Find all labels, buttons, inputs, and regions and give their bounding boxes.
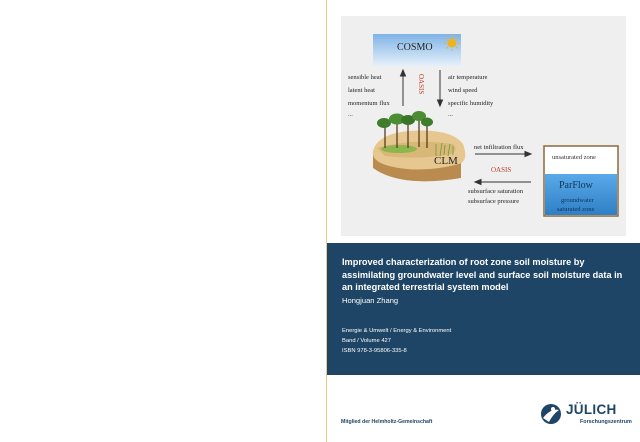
book-author: Hongjuan Zhang: [342, 296, 399, 305]
coupling-diagram: [341, 16, 626, 236]
saturated-zone-label: saturated zone: [557, 206, 595, 213]
infiltration-arrowhead: [525, 152, 531, 157]
var-wind-speed: wind speed: [448, 87, 478, 94]
isbn: ISBN 978-3-95806-335-8: [342, 348, 407, 354]
flux-latent-heat: latent heat: [348, 87, 375, 94]
flux-momentum: momentum flux: [348, 100, 390, 107]
parflow-label: ParFlow: [559, 180, 593, 191]
subsurface-pressure-label: subsurface pressure: [468, 198, 520, 205]
var-specific-humidity: specific humidity: [448, 100, 494, 107]
juelich-subtitle: Forschungszentrum: [580, 419, 632, 425]
var-ellipsis: ...: [448, 111, 453, 118]
net-infiltration-label: net infiltration flux: [474, 144, 524, 151]
subsurface-saturation-label: subsurface saturation: [468, 188, 524, 195]
title-panel: [327, 243, 640, 375]
downward-arrowhead: [438, 100, 443, 106]
series-name: Energie & Umwelt / Energy & Environment: [342, 328, 452, 334]
upward-arrowhead: [401, 70, 406, 76]
series-volume: Band / Volume 427: [342, 338, 391, 344]
groundwater-label: groundwater: [561, 197, 594, 204]
oasis-horizontal-label: OASIS: [491, 166, 512, 174]
var-air-temperature: air temperature: [448, 74, 488, 81]
flux-ellipsis: ...: [348, 111, 353, 118]
cosmo-label: COSMO: [397, 42, 433, 53]
oasis-vertical-label: OASIS: [417, 74, 425, 95]
unsaturated-zone-label: unsaturated zone: [552, 154, 596, 161]
juelich-wordmark: JÜLICH: [566, 402, 617, 417]
helmholtz-membership: Mitglied der Helmholtz-Gemeinschaft: [341, 419, 433, 425]
subsurface-arrowhead: [475, 180, 481, 185]
book-title: Improved characterization of root zone soil moisture by assimilating groundwater level and surface soil moisture data in an integrated terrestrial system model: [342, 257, 623, 292]
series-info: [342, 326, 451, 356]
flux-sensible-heat: sensible heat: [348, 74, 382, 81]
clm-label: CLM: [434, 155, 458, 167]
spine-divider: [326, 0, 327, 442]
